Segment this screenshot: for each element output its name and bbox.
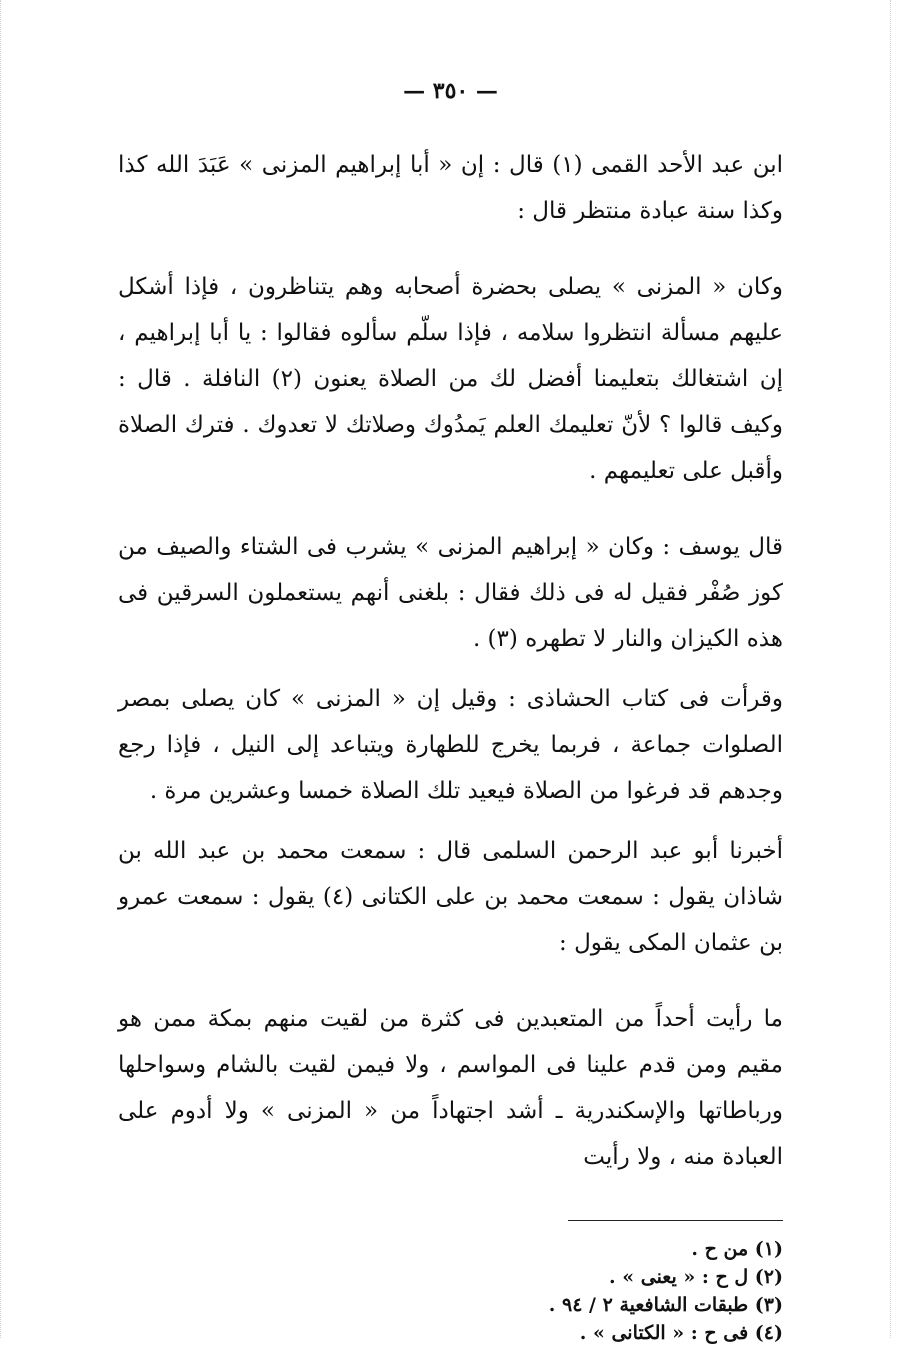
paragraph-6: ما رأيت أحداً من المتعبدين فى كثرة من لقيت منهم بمكة ممن هو مقيم ومن قدم علينا فى المواسم ، ولا فيمن لقيت بالشام وسواحلها ورباطاتها والإسكندرية ـ أشد اجتهاداً من « المزنى » ولا أدوم على العبادة منه ، ولا رأيت xyxy=(118,1006,783,1170)
footnote-2: (٢) ل ح : « يعنى » . xyxy=(609,1266,783,1288)
main-text xyxy=(118,142,783,1180)
footnote-1: (١) من ح . xyxy=(691,1238,783,1260)
paragraph-1: ابن عبد الأحد القمى (١) قال : إن « أبا إبراهيم المزنى » عَبَدَ الله كذا وكذا سنة عبادة منتظر قال : xyxy=(118,152,783,224)
page-number: — ٣٥٠ — xyxy=(403,78,498,104)
footnote-divider xyxy=(568,1220,783,1221)
scan-edge-right xyxy=(890,0,893,1338)
footnotes xyxy=(118,1235,783,1347)
footnote-3: (٣) طبقات الشافعية ٢ / ٩٤ . xyxy=(548,1294,783,1316)
paragraph-4: وقرأت فى كتاب الحشاذى : وقيل إن « المزنى » كان يصلى بمصر الصلوات جماعة ، فربما يخرج للطهارة ويتباعد إلى النيل ، فإذا رجع وجدهم قد فرغوا من الصلاة فيعيد تلك الصلاة خمسا وعشرين مرة . xyxy=(118,686,783,804)
paragraph-5: أخبرنا أبو عبد الرحمن السلمى قال : سمعت محمد بن عبد الله بن شاذان يقول : سمعت محمد بن على الكتانى (٤) يقول : سمعت عمرو بن عثمان المكى يقول : xyxy=(118,838,784,956)
paragraph-2: وكان « المزنى » يصلى بحضرة أصحابه وهم يتناظرون ، فإذا أشكل عليهم مسألة انتظروا سلامه ، فإذا سلّم سألوه فقالوا : يا أبا إبراهيم ، إن اشتغالك بتعليمنا أفضل لك من الصلاة يعنون (٢) النافلة . قال : وكيف قالوا ؟ لأنّ تعليمك العلم يَمدُوك وصلاتك لا تعدوك . فترك الصلاة وأقبل على تعليمهم . xyxy=(118,274,783,484)
footnote-4: (٤) فى ح : « الكتانى » . xyxy=(579,1322,783,1344)
paragraph-3: قال يوسف : وكان « إبراهيم المزنى » يشرب فى الشتاء والصيف من كوز صُفْر فقيل له فى ذلك فقال : بلغنى أنهم يستعملون السرقين فى هذه الكيزان والنار لا تطهره (٣) . xyxy=(118,534,783,652)
scan-edge-left xyxy=(0,0,3,1338)
